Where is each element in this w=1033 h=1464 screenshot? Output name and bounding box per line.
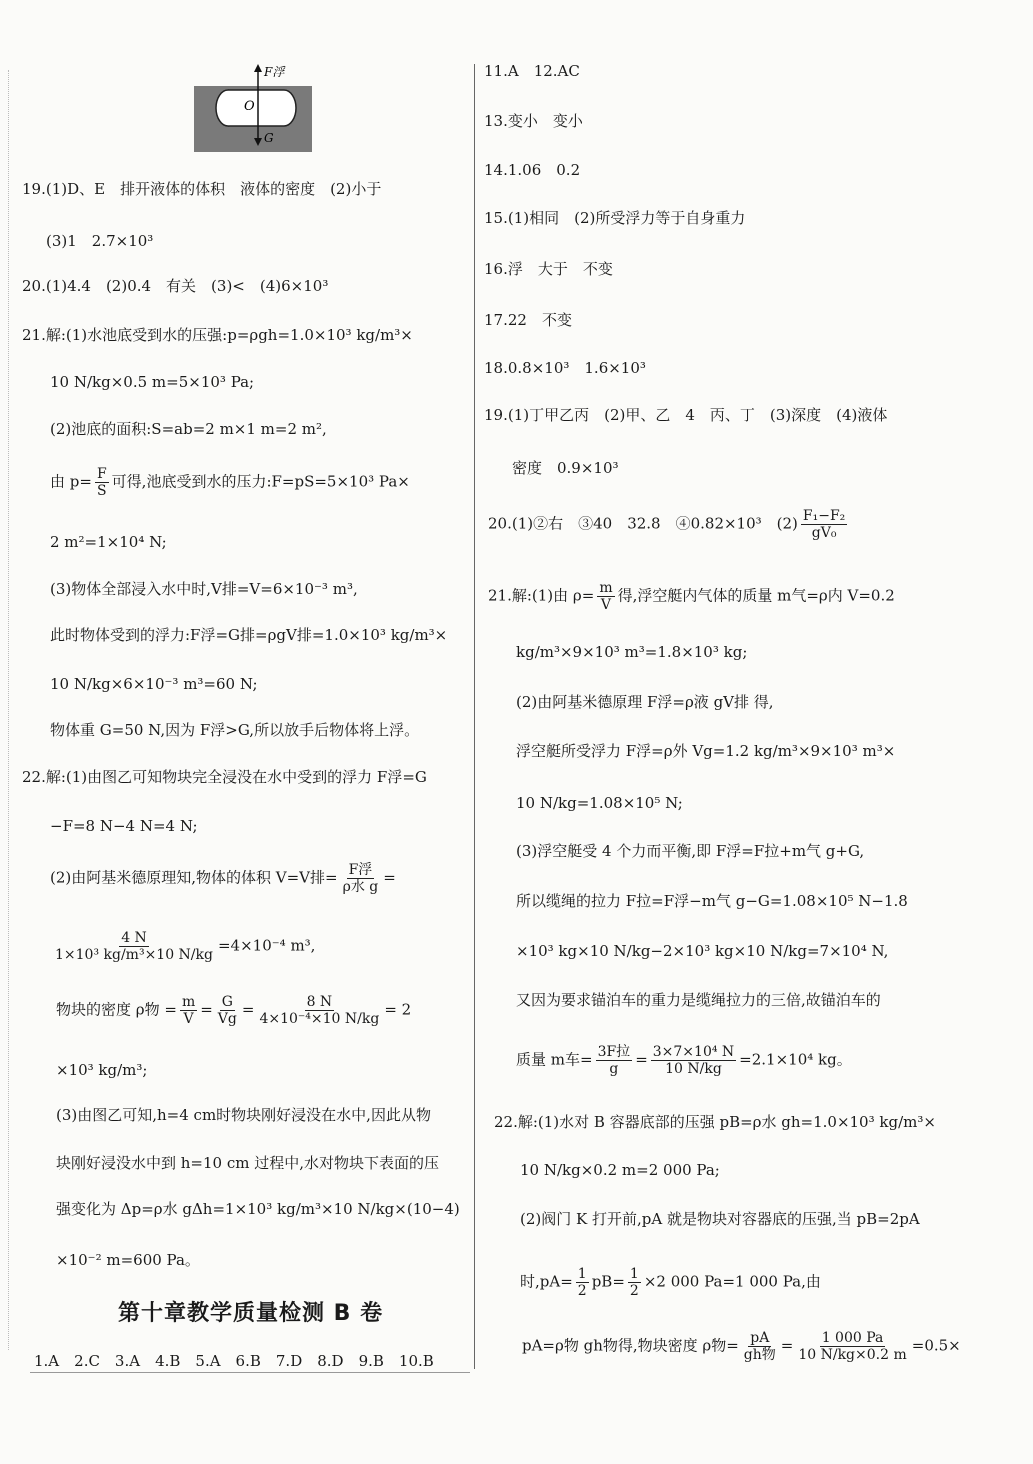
answer-21-line9: 又因为要求锚泊车的重力是缆绳拉力的三倍,故锚泊车的 [516,991,881,1009]
figure-o-label: O [244,99,255,114]
answer-21-line3: (2)由阿基米德原理 F浮=ρ液 gV排 得, [516,693,774,711]
fraction [596,1044,633,1077]
answer-13: 13.变小 变小 [484,112,583,130]
text: = [200,1000,213,1019]
answer-21-line5: 2 m²=1×10⁴ N; [50,533,167,551]
fraction [742,1330,778,1363]
answer-16: 16.浮 大于 不变 [484,260,613,278]
answer-21-line4: 浮空艇所受浮力 F浮=ρ外 Vg=1.2 kg/m³×9×10³ m³× [516,742,896,760]
answer-21-line6: (3)浮空艇受 4 个力而平衡,即 F浮=F拉+m气 g+G, [516,842,865,860]
answer-22-line5 [522,1330,961,1363]
numerator: 3F拉 [597,1044,631,1060]
answer-21-line10 [516,1044,852,1077]
answer-21-line1 [488,580,895,613]
buoyancy-figure [186,62,326,156]
text: = [780,1336,794,1355]
answer-22-line3: (2)阀门 K 打开前,pA 就是物块对容器底的压强,当 pB=2pA [520,1210,920,1228]
numerator: 3×7×10⁴ N [652,1044,735,1060]
answer-22-line2: 10 N/kg×0.2 m=2 000 Pa; [520,1161,720,1179]
denominator: 2 [577,1283,587,1299]
text: =2.1×10⁴ kg。 [739,1050,852,1069]
numerator: m [599,580,613,596]
denominator: V [183,1011,194,1027]
answer-21-line5: 10 N/kg=1.08×10⁵ N; [516,794,683,812]
margin-dots [8,70,9,1350]
answer-19a: 19.(1)丁甲乙丙 (2)甲、乙 4 丙、丁 (3)深度 (4)液体 [484,406,888,424]
fraction [216,994,239,1027]
numerator: F浮 [348,862,373,878]
text: =4×10⁻⁴ m³, [217,936,316,955]
answer-21-line1: 21.解:(1)水池底受到水的压强:p=ρgh=1.0×10³ kg/m³× [22,326,413,344]
denominator: S [97,483,107,499]
answer-21-line2: 10 N/kg×0.5 m=5×10³ Pa; [50,373,255,391]
text: =0.5× [911,1336,961,1355]
text: 时,pA= [520,1272,573,1291]
numerator: 4 N [121,930,147,946]
answer-21-line6: (3)物体全部浸入水中时,V排=V=6×10⁻³ m³, [50,580,358,598]
denominator: Vg [217,1011,237,1027]
text: 可得,池底受到水的压力:F=pS=5×10³ Pa× [111,472,410,491]
fraction [651,1044,736,1077]
denominator: g [609,1061,619,1077]
denominator: gh物 [743,1347,776,1363]
numerator: F [96,466,107,482]
text: (2)由阿基米德原理知,物体的体积 V=V排= [50,868,338,887]
text: 物块的密度 ρ物 = [56,1000,177,1019]
fraction [576,1266,589,1299]
numerator: 8 N [306,994,333,1010]
denominator: V [600,597,612,613]
answer-22-line7: (3)由图乙可知,h=4 cm时物块刚好浸没在水中,因此从物 [56,1106,431,1124]
answer-21-line8: 10 N/kg×6×10⁻³ m³=60 N; [50,675,258,693]
numerator: m [181,994,196,1010]
denominator: ρ水 g [342,879,379,895]
section-heading: 第十章教学质量检测 B 卷 [118,1301,384,1326]
numerator: 1 [577,1266,587,1282]
answer-22-line5 [56,994,411,1027]
text: ×2 000 Pa=1 000 Pa,由 [643,1272,821,1291]
answer-21-line7: 此时物体受到的浮力:F浮=G排=ρgV排=1.0×10³ kg/m³× [50,626,448,644]
answer-21-line3: (2)池底的面积:S=ab=2 m×1 m=2 m², [50,420,327,438]
numerator: 1 [629,1266,639,1282]
answer-21-line8: ×10³ kg×10 N/kg−2×10³ kg×10 N/kg=7×10⁴ N, [516,942,889,960]
answer-22-line9: 强变化为 Δp=ρ水 gΔh=1×10³ kg/m³×10 N/kg×(10−4) [56,1200,460,1218]
answer-14: 14.1.06 0.2 [484,161,581,179]
figure-f-label: F浮 [264,65,285,79]
text: 质量 m车= [516,1050,593,1069]
text: = [635,1050,648,1069]
text: pA=ρ物 gh物得,物块密度 ρ物= [522,1336,739,1355]
text: 由 p= [50,472,92,491]
denominator: 2 [629,1283,639,1299]
answer-15: 15.(1)相同 (2)所受浮力等于自身重力 [484,209,746,227]
answer-19b: 密度 0.9×10³ [512,459,619,477]
text: = [241,1000,255,1019]
answer-22-line4 [50,930,315,963]
fraction [53,930,215,963]
numerator: F₁−F₂ [802,508,846,524]
denominator: gV₀ [811,525,837,541]
answer-22-line1: 22.解:(1)水对 B 容器底部的压强 pB=ρ水 gh=1.0×10³ kg/m³× [494,1113,936,1131]
answer-22-line10: ×10⁻² m=600 Pa。 [56,1251,200,1269]
figure-g-label: G [264,131,274,145]
denominator: 4×10⁻⁴×10 N/kg [259,1011,380,1027]
fraction [796,1330,908,1363]
fraction [257,994,381,1027]
answer-22-line8: 块刚好浸没水中到 h=10 cm 过程中,水对物块下表面的压 [56,1154,440,1172]
numerator: pA [750,1330,770,1346]
answer-22-line1: 22.解:(1)由图乙可知物块完全浸没在水中受到的浮力 F浮=G [22,768,427,786]
answer-20: 20.(1)4.4 (2)0.4 有关 (3)< (4)6×10³ [22,277,329,295]
answer-17: 17.22 不变 [484,311,572,329]
numerator: G [221,994,233,1010]
text: = 2 [384,1000,412,1019]
answer-22-line2: −F=8 N−4 N=4 N; [50,817,198,835]
answer-18: 18.0.8×10³ 1.6×10³ [484,359,646,377]
fraction [628,1266,641,1299]
fraction [801,508,847,541]
denominator: 10 N/kg [665,1061,722,1077]
denominator: 1×10³ kg/m³×10 N/kg [55,947,213,963]
answer-22-line6: ×10³ kg/m³; [56,1061,148,1079]
bottom-rule [30,1372,470,1373]
answer-21-line7: 所以缆绳的拉力 F拉=F浮−m气 g−G=1.08×10⁵ N−1.8 [516,892,908,910]
answer-21-line4 [50,466,410,499]
numerator: 1 000 Pa [821,1330,884,1346]
answer-19a: 19.(1)D、E 排开液体的体积 液体的密度 (2)小于 [22,180,382,198]
fraction [341,862,381,895]
text: 得,浮空艇内气体的质量 m气=ρ内 V=0.2 [617,586,895,605]
denominator: 10 N/kg×0.2 m [798,1347,907,1363]
multiple-choice-answers: 1.A 2.C 3.A 4.B 5.A 6.B 7.D 8.D 9.B 10.B [34,1352,434,1370]
fraction [597,580,614,613]
answer-20 [488,508,850,541]
answer-11-12: 11.A 12.AC [484,62,580,80]
answer-22-line4 [520,1266,821,1299]
answer-22-line3 [50,862,396,895]
fraction [180,994,197,1027]
text: pB= [591,1272,625,1291]
answer-21-line9: 物体重 G=50 N,因为 F浮>G,所以放手后物体将上浮。 [50,721,420,739]
text: 20.(1)②右 ③40 32.8 ④0.82×10³ (2) [488,514,798,533]
fraction [95,466,109,499]
answer-21-line2: kg/m³×9×10³ m³=1.8×10³ kg; [516,643,748,661]
text: = [383,868,396,887]
column-divider [474,64,475,1369]
answer-19b: (3)1 2.7×10³ [46,232,154,250]
text: 21.解:(1)由 ρ= [488,586,595,605]
